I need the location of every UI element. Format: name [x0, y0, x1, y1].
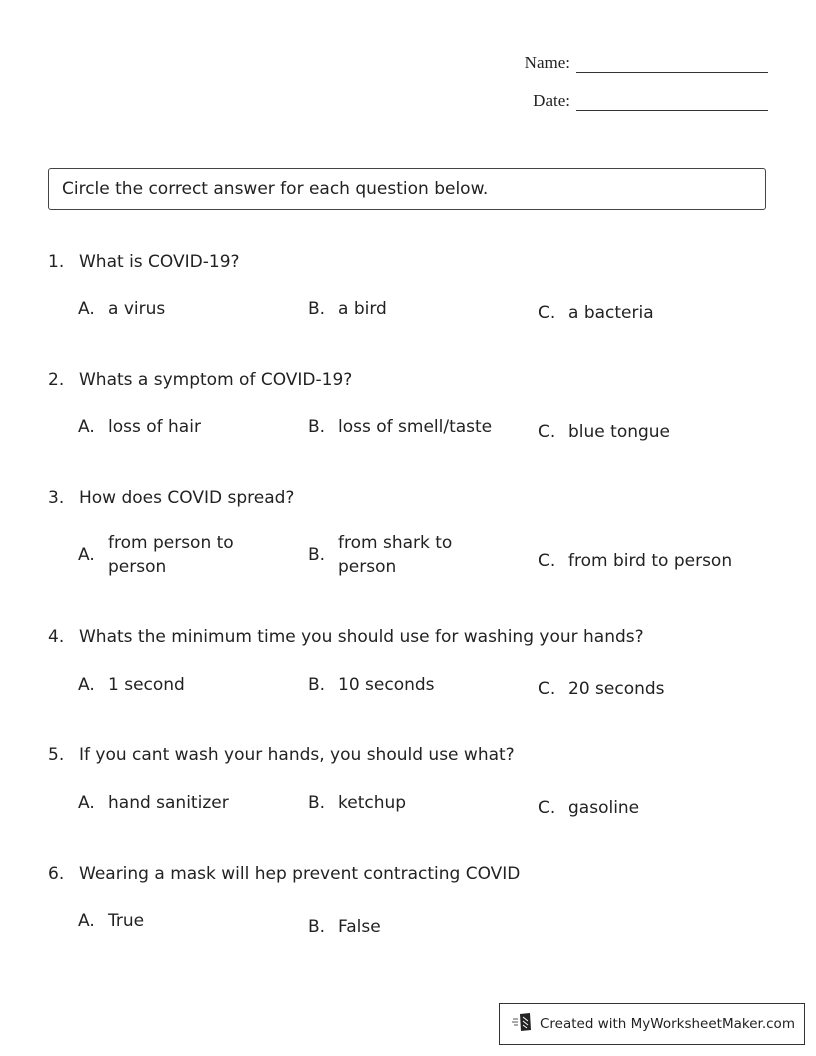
option-2a[interactable] [78, 415, 201, 439]
option-5a[interactable] [78, 791, 229, 815]
option-text-line1: from shark to [338, 533, 453, 553]
option-text: loss of smell/taste [338, 417, 493, 437]
option-letter: B. [308, 793, 326, 813]
option-text-line2: person [338, 557, 397, 577]
option-letter: B. [308, 545, 326, 565]
question-3 [48, 488, 294, 508]
option-5c[interactable] [538, 796, 639, 820]
worksheet-logo-icon [512, 1012, 540, 1036]
question-text: Whats the minimum time you should use for washing your hands? [79, 627, 644, 647]
option-3b[interactable] [308, 531, 452, 579]
option-letter: C. [538, 551, 556, 571]
option-2b[interactable] [308, 415, 492, 439]
option-text: False [338, 917, 381, 937]
question-number: 1. [48, 252, 65, 272]
date-field [533, 90, 768, 111]
option-6a[interactable] [78, 909, 144, 933]
footer-badge[interactable] [499, 1003, 805, 1045]
question-2 [48, 370, 352, 390]
footer-text: Created with MyWorksheetMaker.com [540, 1016, 795, 1032]
option-text: loss of hair [108, 417, 201, 437]
question-6 [48, 864, 520, 884]
question-number: 2. [48, 370, 65, 390]
option-letter: B. [308, 917, 326, 937]
instructions-box: Circle the correct answer for each question below. [48, 168, 766, 210]
option-letter: C. [538, 679, 556, 699]
option-text: 1 second [108, 675, 185, 695]
date-line[interactable] [576, 90, 768, 111]
option-text: a bird [338, 299, 387, 319]
question-text: What is COVID-19? [79, 252, 240, 272]
option-4c[interactable] [538, 677, 665, 701]
option-text: 20 seconds [568, 679, 665, 699]
option-letter: C. [538, 798, 556, 818]
option-letter: A. [78, 675, 95, 695]
question-text: Wearing a mask will hep prevent contracting COVID [79, 864, 521, 884]
option-4a[interactable] [78, 673, 185, 697]
option-letter: C. [538, 303, 556, 323]
option-3a[interactable] [78, 531, 234, 579]
option-letter: B. [308, 417, 326, 437]
option-text: hand sanitizer [108, 793, 229, 813]
option-text: a bacteria [568, 303, 654, 323]
option-letter: A. [78, 299, 95, 319]
option-2c[interactable] [538, 420, 670, 444]
option-letter: B. [308, 299, 326, 319]
option-4b[interactable] [308, 673, 435, 697]
question-text: How does COVID spread? [79, 488, 295, 508]
option-letter: C. [538, 422, 556, 442]
option-text-line1: from person to [108, 533, 234, 553]
date-label: Date: [533, 91, 570, 110]
option-text: True [108, 911, 145, 931]
option-1c[interactable] [538, 301, 654, 325]
option-letter: A. [78, 545, 95, 565]
option-text-line2: person [108, 557, 167, 577]
question-number: 3. [48, 488, 65, 508]
option-6b[interactable] [308, 915, 381, 939]
option-letter: B. [308, 675, 326, 695]
name-label: Name: [524, 53, 570, 72]
option-1b[interactable] [308, 297, 387, 321]
option-letter: A. [78, 417, 95, 437]
question-4 [48, 627, 644, 647]
question-text: Whats a symptom of COVID-19? [79, 370, 353, 390]
question-text: If you cant wash your hands, you should use what? [79, 745, 515, 765]
option-text: from bird to person [568, 551, 733, 571]
question-1 [48, 252, 240, 272]
name-line[interactable] [576, 52, 768, 73]
question-5 [48, 745, 515, 765]
option-3c[interactable] [538, 549, 732, 573]
option-text: 10 seconds [338, 675, 435, 695]
option-text: a virus [108, 299, 166, 319]
option-letter: A. [78, 911, 95, 931]
option-text: blue tongue [568, 422, 671, 442]
option-letter: A. [78, 793, 95, 813]
option-text: gasoline [568, 798, 640, 818]
option-1a[interactable] [78, 297, 165, 321]
option-5b[interactable] [308, 791, 406, 815]
option-text: ketchup [338, 793, 407, 813]
question-number: 5. [48, 745, 65, 765]
question-number: 6. [48, 864, 65, 884]
question-number: 4. [48, 627, 65, 647]
name-field [525, 52, 768, 73]
